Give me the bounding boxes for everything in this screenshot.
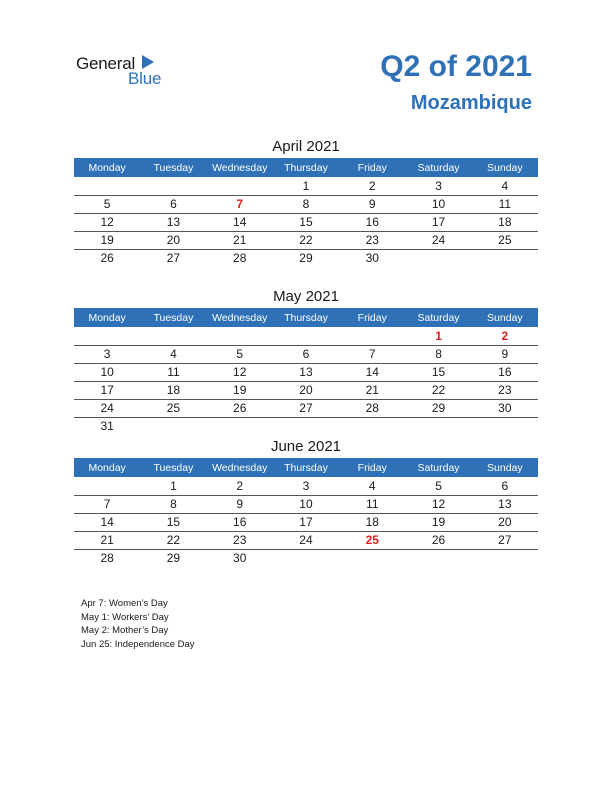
day-cell: 6 [140,195,206,213]
day-cell [140,417,206,435]
day-cell: 2 [472,327,538,345]
day-cell: 27 [472,531,538,549]
day-cell [140,327,206,345]
day-cell: 14 [207,213,273,231]
day-cell: 11 [472,195,538,213]
day-cell: 29 [405,399,471,417]
day-cell: 18 [339,513,405,531]
day-cell: 4 [140,345,206,363]
day-cell: 2 [207,477,273,495]
day-cell: 29 [299,251,313,266]
day-cell [273,417,339,435]
day-cell: 5 [405,477,471,495]
holiday-note: May 1: Workers’ Day [81,611,169,623]
weekday-header: Tuesday [140,458,206,477]
day-cell: 17 [405,213,471,231]
day-cell: 24 [405,231,471,249]
weekday-header: Wednesday [207,458,273,477]
month-calendar-table [74,458,538,567]
day-cell: 12 [207,363,273,381]
weekday-header: Friday [339,158,405,177]
day-cell: 10 [74,363,140,381]
day-cell: 30 [365,251,379,266]
day-cell: 27 [166,251,181,266]
week-row [74,249,538,267]
day-cell: 7 [207,195,273,213]
month-title: June 2021 [270,438,342,455]
day-cell: 8 [273,195,339,213]
day-cell: 20 [472,513,538,531]
day-cell [339,549,405,567]
day-cell: 18 [472,213,538,231]
day-cell: 13 [273,363,339,381]
day-cell: 13 [140,213,206,231]
week-row [74,195,538,213]
weekday-header: Wednesday [207,308,273,327]
week-row [74,513,538,531]
day-cell: 9 [339,195,405,213]
day-cell [339,327,405,345]
month-block [74,286,538,435]
day-cell: 22 [405,381,471,399]
weekday-header: Thursday [273,308,339,327]
day-cell: 7 [74,495,140,513]
day-cell: 11 [140,363,206,381]
month-title: May 2021 [273,288,339,305]
weekday-header: Monday [74,458,140,477]
day-cell [472,417,538,435]
day-cell [207,417,273,435]
week-row [74,495,538,513]
weekday-header: Wednesday [207,158,273,177]
month-calendar-table [74,308,538,435]
weekday-header: Saturday [405,158,471,177]
day-cell: 20 [273,381,339,399]
day-cell: 30 [472,399,538,417]
day-cell: 14 [339,363,405,381]
day-cell: 4 [339,477,405,495]
day-cell: 31 [100,419,114,434]
day-cell: 3 [405,177,471,195]
day-cell: 12 [405,495,471,513]
day-cell: 16 [339,213,405,231]
day-cell: 23 [339,231,405,249]
country-name: Mozambique [410,92,532,114]
day-cell: 14 [74,513,140,531]
day-cell [74,327,140,345]
day-cell: 22 [140,531,206,549]
week-row [74,417,538,435]
holiday-note: Apr 7: Women’s Day [81,598,168,609]
day-cell: 25 [339,531,405,549]
day-cell [472,249,538,267]
day-cell: 15 [273,213,339,231]
day-cell: 27 [273,399,339,417]
week-row [74,345,538,363]
day-cell [140,177,206,195]
day-cell: 22 [273,231,339,249]
day-cell [405,249,471,267]
logo-flag-icon [142,55,154,69]
day-cell [207,327,273,345]
day-cell [74,477,140,495]
day-cell: 12 [74,213,140,231]
week-row [74,327,538,345]
day-cell: 26 [405,531,471,549]
day-cell: 21 [207,231,273,249]
week-row [74,399,538,417]
day-cell: 9 [472,345,538,363]
day-cell: 8 [405,345,471,363]
day-cell: 29 [166,551,181,566]
weekday-header: Monday [74,308,140,327]
weekday-header: Friday [339,308,405,327]
holiday-notes [81,597,195,651]
day-cell: 13 [472,495,538,513]
day-cell: 30 [233,551,247,566]
day-cell: 1 [140,477,206,495]
day-cell: 19 [405,513,471,531]
day-cell: 9 [207,495,273,513]
generalblue-logo [76,52,176,88]
day-cell: 28 [339,399,405,417]
weekday-header: Sunday [472,308,538,327]
day-cell: 23 [472,381,538,399]
day-cell [74,177,140,195]
weekday-header: Sunday [472,458,538,477]
weekday-header: Saturday [405,458,471,477]
week-row [74,363,538,381]
day-cell: 24 [273,531,339,549]
day-cell: 11 [339,495,405,513]
day-cell: 4 [472,177,538,195]
day-cell [405,417,471,435]
day-cell: 17 [74,381,140,399]
day-cell: 24 [74,399,140,417]
day-cell [339,417,405,435]
day-cell: 26 [207,399,273,417]
day-cell: 10 [405,195,471,213]
day-cell: 26 [100,251,114,266]
month-block [74,436,538,567]
day-cell [273,549,339,567]
day-cell: 28 [100,551,114,566]
day-cell: 7 [339,345,405,363]
week-row [74,177,538,195]
day-cell: 21 [74,531,140,549]
month-block [74,136,538,267]
weekday-header: Friday [339,458,405,477]
day-cell: 6 [273,345,339,363]
day-cell: 16 [472,363,538,381]
day-cell: 8 [140,495,206,513]
day-cell: 5 [207,345,273,363]
holiday-note: Jun 25: Independence Day [81,638,195,650]
day-cell: 25 [472,231,538,249]
day-cell [273,327,339,345]
day-cell: 5 [74,195,140,213]
week-row [74,549,538,567]
day-cell: 25 [140,399,206,417]
weekday-header: Monday [74,158,140,177]
day-cell: 15 [140,513,206,531]
day-cell: 2 [339,177,405,195]
day-cell [405,549,471,567]
day-cell: 15 [405,363,471,381]
page-title: Q2 of 2021 [380,50,532,83]
day-cell: 16 [207,513,273,531]
week-row [74,477,538,495]
day-cell: 19 [74,231,140,249]
day-cell [207,177,273,195]
day-cell: 23 [207,531,273,549]
month-title: April 2021 [272,138,340,155]
day-cell: 6 [472,477,538,495]
weekday-header: Thursday [273,158,339,177]
month-calendar-table [74,158,538,267]
week-row [74,213,538,231]
logo-general-text: General [76,54,136,73]
holiday-note: May 2: Mother’s Day [81,625,169,636]
day-cell: 21 [339,381,405,399]
day-cell: 1 [405,327,471,345]
weekday-header: Tuesday [140,158,206,177]
weekday-header: Thursday [273,458,339,477]
day-cell: 10 [273,495,339,513]
day-cell: 20 [140,231,206,249]
week-row [74,531,538,549]
weekday-header: Saturday [405,308,471,327]
day-cell: 28 [233,251,247,266]
day-cell: 1 [273,177,339,195]
weekday-header: Tuesday [140,308,206,327]
day-cell [472,549,538,567]
day-cell: 19 [207,381,273,399]
day-cell: 17 [273,513,339,531]
day-cell: 3 [273,477,339,495]
day-cell: 3 [74,345,140,363]
logo-blue-text: Blue [128,69,162,88]
weekday-header: Sunday [472,158,538,177]
week-row [74,231,538,249]
day-cell: 18 [140,381,206,399]
week-row [74,381,538,399]
